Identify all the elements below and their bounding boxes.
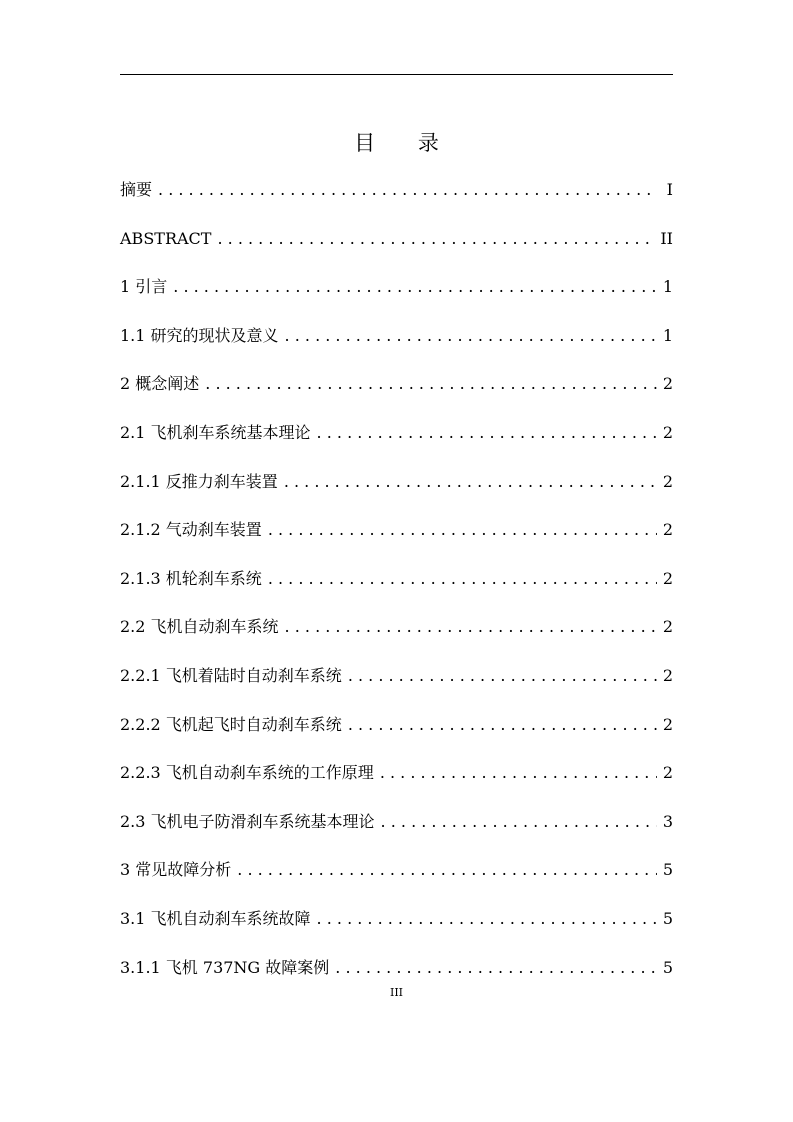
- toc-leader-dots: [335, 952, 657, 984]
- toc-entry[interactable]: [120, 806, 673, 855]
- toc-entry-page: 5: [662, 957, 673, 977]
- toc-entry-page: 1: [662, 277, 673, 297]
- toc-entry-label: 2.1.1 反推力刹车装置: [120, 471, 278, 491]
- toc-entry-label: 2 概念阐述: [120, 374, 200, 394]
- toc-entry[interactable]: [120, 174, 673, 223]
- toc-entry-label: 3.1 飞机自动刹车系统故障: [120, 908, 311, 928]
- toc-leader-dots: [284, 466, 657, 498]
- toc-entry-page: 2: [662, 520, 673, 540]
- toc-entry-page: 2: [662, 471, 673, 491]
- toc-leader-dots: [237, 854, 657, 886]
- toc-entry-page: 3: [662, 811, 673, 831]
- toc-entry-label: 2.1.2 气动刹车装置: [120, 520, 262, 540]
- toc-title: 目 录: [354, 131, 457, 155]
- header-rule: [120, 74, 673, 75]
- toc-entry[interactable]: [120, 709, 673, 758]
- page-number: III: [389, 986, 404, 999]
- toc-entry[interactable]: [120, 757, 673, 806]
- toc-entry-page: 5: [662, 908, 673, 928]
- toc-entry[interactable]: [120, 417, 673, 466]
- toc-entry-label: 1.1 研究的现状及意义: [120, 325, 279, 345]
- toc-leader-dots: [285, 611, 657, 643]
- toc-entry[interactable]: [120, 466, 673, 515]
- toc-entry-page: 2: [662, 422, 673, 442]
- toc-entry[interactable]: [120, 854, 673, 903]
- toc-entry-page: 5: [662, 860, 673, 880]
- toc-entry-page: I: [666, 180, 673, 199]
- toc-leader-dots: [380, 757, 657, 789]
- toc-entry-page: 2: [662, 374, 673, 394]
- toc-leader-dots: [348, 660, 657, 692]
- toc-entry-label: 2.2 飞机自动刹车系统: [120, 617, 279, 637]
- toc-leader-dots: [348, 709, 657, 741]
- toc-entry-label: 1 引言: [120, 277, 168, 297]
- toc-entry[interactable]: [120, 320, 673, 369]
- toc-entry-page: 2: [662, 763, 673, 783]
- toc-entry-label: 3 常见故障分析: [120, 860, 232, 880]
- table-of-contents: [120, 174, 673, 1000]
- toc-entry-page: 2: [662, 665, 673, 685]
- toc-leader-dots: [268, 514, 657, 546]
- toc-entry[interactable]: [120, 514, 673, 563]
- toc-entry[interactable]: [120, 611, 673, 660]
- toc-entry-label: 3.1.1 飞机 737NG 故障案例: [120, 957, 330, 977]
- toc-entry-label: ABSTRACT: [120, 228, 212, 248]
- toc-entry[interactable]: [120, 223, 673, 272]
- toc-entry-page: 1: [662, 325, 673, 345]
- toc-leader-dots: [285, 320, 657, 352]
- toc-entry-page: 2: [662, 568, 673, 588]
- toc-entry-label: 2.2.2 飞机起飞时自动刹车系统: [120, 714, 342, 734]
- toc-leader-dots: [173, 271, 657, 303]
- toc-leader-dots: [158, 174, 657, 206]
- toc-entry[interactable]: [120, 903, 673, 952]
- toc-entry-label: 摘要: [120, 180, 153, 199]
- toc-entry[interactable]: [120, 660, 673, 709]
- toc-entry-label: 2.1 飞机刹车系统基本理论: [120, 422, 311, 442]
- toc-leader-dots: [205, 368, 657, 400]
- toc-leader-dots: [381, 806, 657, 838]
- toc-entry[interactable]: [120, 368, 673, 417]
- toc-entry-label: 2.2.1 飞机着陆时自动刹车系统: [120, 665, 342, 685]
- toc-entry[interactable]: [120, 563, 673, 612]
- toc-entry-page: 2: [662, 617, 673, 637]
- toc-leader-dots: [317, 903, 657, 935]
- toc-entry-label: 2.1.3 机轮刹车系统: [120, 568, 262, 588]
- toc-entry[interactable]: [120, 271, 673, 320]
- toc-leader-dots: [268, 563, 657, 595]
- toc-entry-label: 2.2.3 飞机自动刹车系统的工作原理: [120, 763, 374, 783]
- toc-leader-dots: [317, 417, 657, 449]
- toc-leader-dots: [217, 223, 654, 255]
- toc-entry-page: II: [660, 228, 673, 248]
- toc-entry-label: 2.3 飞机电子防滑刹车系统基本理论: [120, 811, 375, 831]
- toc-entry-page: 2: [662, 714, 673, 734]
